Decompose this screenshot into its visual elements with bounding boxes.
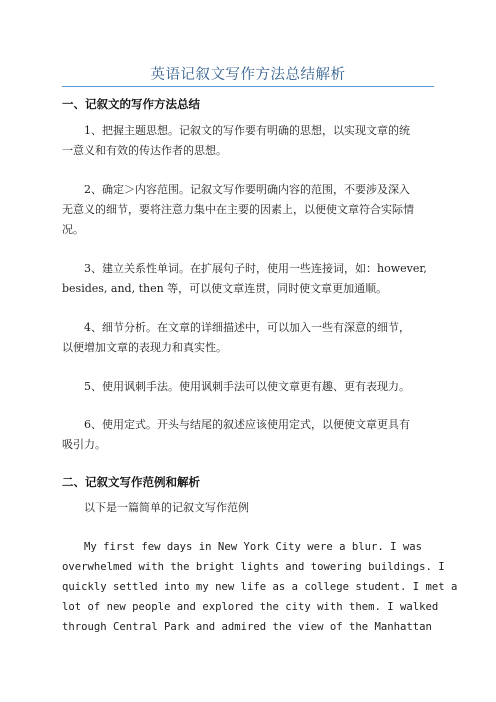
example-line: My first few days in New York City were a blur. I was	[84, 541, 423, 553]
paragraph-line: 5、使用讽刺手法。使用讽刺手法可以使文章更有趣、更有表现力。	[84, 380, 410, 393]
section-heading-2: 二、记叙文写作范例和解析	[62, 475, 200, 489]
section-heading-1: 一、记叙文的写作方法总结	[62, 97, 200, 111]
paragraph-line: 6、使用定式。开头与结尾的叙述应该使用定式，以便使文章更具有	[84, 418, 410, 431]
example-line: through Central Park and admired the view of the Manhattan	[62, 621, 432, 633]
paragraph-line: 2、确定＞内容范围。记叙文写作要明确内容的范围，不要涉及深入	[84, 183, 410, 196]
example-line: lot of new people and explored the city with them. I walked	[62, 601, 439, 613]
paragraph-item-6	[62, 415, 437, 455]
example-text	[62, 537, 458, 637]
paragraph-line: 况。	[62, 223, 84, 236]
paragraph-line: 3、建立关系性单词。在扩展句子时，使用一些连接词，如：however,	[84, 262, 427, 275]
example-line: overwhelmed with the bright lights and towering buildings. I	[62, 561, 445, 573]
paragraph-item-4	[62, 318, 437, 358]
paragraph-line: 1、把握主题思想。记叙文的写作要有明确的思想，以实现文章的统	[84, 124, 410, 137]
paragraph-line: 无意义的细节，要将注意力集中在主要的因素上，以便使文章符合实际情	[62, 203, 414, 216]
paragraph-item-2	[62, 180, 437, 240]
paragraph-line: 吸引力。	[62, 438, 106, 451]
paragraph-item-5	[62, 377, 437, 397]
example-intro	[62, 498, 437, 518]
paragraph-line: 以便增加文章的表现力和真实性。	[62, 341, 227, 354]
title-divider	[62, 86, 434, 87]
paragraph-item-1	[62, 121, 437, 161]
page-title: 英语记叙文写作方法总结解析	[150, 67, 346, 83]
paragraph-line: besides, and, then 等，可以使文章连贯，同时使文章更加通顺。	[62, 282, 388, 295]
paragraph-line: 4、细节分析。在文章的详细描述中，可以加入一些有深意的细节，	[84, 321, 410, 334]
example-line: quickly settled into my new life as a college student. I met a	[62, 581, 458, 593]
paragraph-line: 一意义和有效的传达作者的思想。	[62, 144, 227, 157]
paragraph-item-3	[62, 259, 437, 299]
paragraph-line: 以下是一篇简单的记叙文写作范例	[84, 501, 249, 514]
